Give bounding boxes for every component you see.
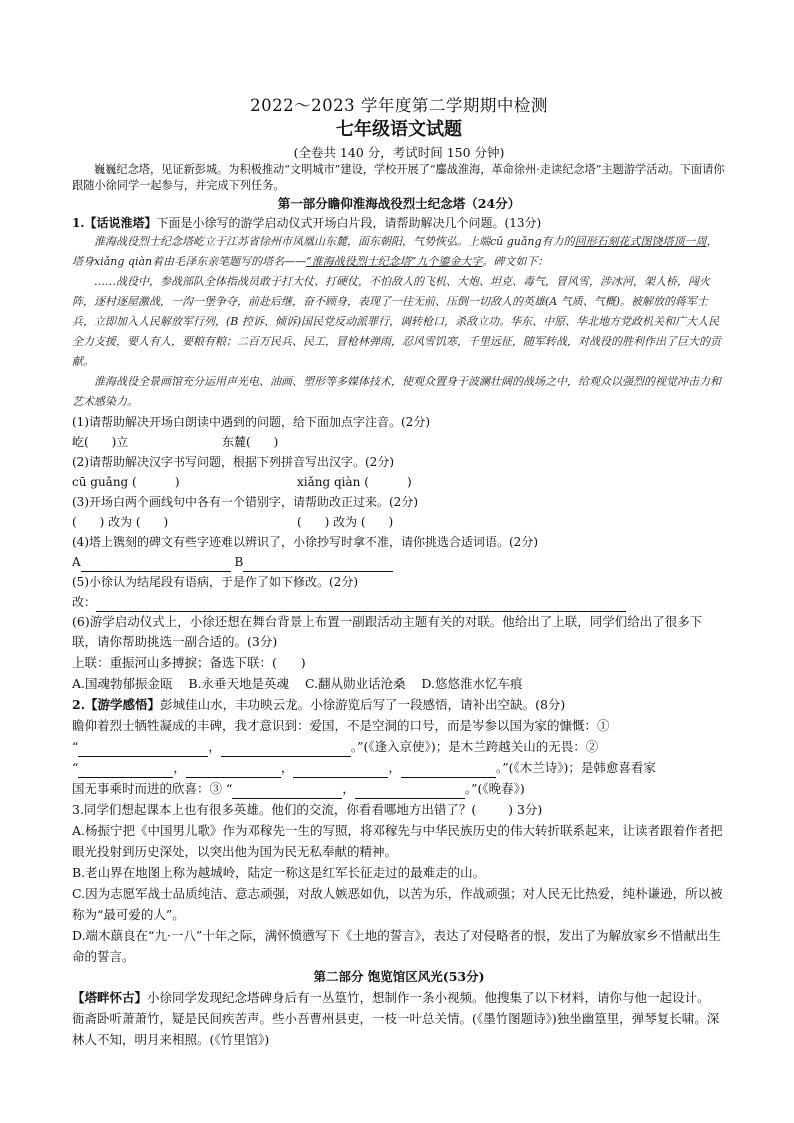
question-2-text: 彭城佳山水，丰功映云龙。小徐游览后写了一段感悟，请补出空缺。(8分) xyxy=(160,697,566,712)
question-1-head: 1.【话说淮塔】 xyxy=(72,216,157,230)
poem-blank-1[interactable] xyxy=(78,742,208,757)
question-1 xyxy=(72,214,726,232)
q3-option-b: B.老山界在地图上称为越城岭，陆定一称这是红军长征走过的最难走的山。 xyxy=(72,865,486,880)
answer-line-a[interactable] xyxy=(81,557,231,572)
answer-blank-1a[interactable]: 屹( )立 xyxy=(72,435,129,449)
question-2 xyxy=(72,694,726,715)
q2-line-4-tail: 。”(《晚春》) xyxy=(464,781,525,796)
q2-line-3 xyxy=(72,757,726,778)
question-2-head: 2.【游学感悟】 xyxy=(72,697,161,712)
q3-option-d: D.端木蕻良在“九·一八”十年之际，满怀愤懑写下《土地的誓言》，表达了对侵略者的恨，发出了为解放家乡不惜献出生命的誓言。 xyxy=(72,928,722,964)
sub-question-2-answers xyxy=(72,472,726,492)
sub-question-3-answers xyxy=(72,512,726,532)
q2-line-4-head: 国无事乘时而进的欣喜：③ “ xyxy=(72,781,233,796)
part1-title: 第一部分瞻仰淮海战役烈士纪念塔（24分） xyxy=(277,196,521,211)
answer-label-a: A xyxy=(72,555,81,569)
q2-line-1: 瞻仰着烈士牺牲凝成的丰碑，我才意识到：爱国，不是空洞的口号，而是岑参以国为家的慷慨：① xyxy=(72,718,610,733)
sub-question-4-answers xyxy=(72,552,726,572)
sub-question-4: (4)塔上镌刻的碑文有些字迹难以辨识了，小徐抄写时拿不准，请你挑选合适词语。(2分) xyxy=(72,535,538,549)
poem-blank-2[interactable] xyxy=(221,742,351,757)
passage-paragraph-1 xyxy=(72,232,726,272)
poem-blank-3[interactable] xyxy=(78,763,173,778)
passage-1-a: 淮海战役烈士纪念塔屹立于江苏省徐州市凤凰山东麓，面东朝阳，气势恢弘。上端cū guǎng有力的 xyxy=(94,235,575,248)
sub-question-2: (2)请帮助解决汉字书写问题，根据下列拼音写出汉字。(2分) xyxy=(72,455,394,469)
couplet-upper: 上联：重振河山多搏捩；备选下联：( ) xyxy=(72,655,306,670)
part2-text: 小徐同学发现纪念塔碑身后有一丛篁竹，想制作一条小视频。他搜集了以下材料，请你与他一起设计。 xyxy=(147,990,710,1005)
quote-open: “ xyxy=(72,760,79,775)
answer-blank-2b[interactable]: xiǎng qiàn ( ) xyxy=(297,475,412,489)
couplet-options: A.国魂勃郁振金瓯 B.永垂天地是英魂 C.翻从勋业话沧桑 D.悠悠淮水忆车痕 xyxy=(72,676,523,691)
answer-blank-1b[interactable]: 东麓( ) xyxy=(222,435,279,449)
intro-paragraph: 巍巍纪念塔，见证新彭城。为积极推动“文明城市”建设，学校开展了“鏖战淮海，革命徐州·走读纪念塔”主题游学活动。下面请你跟随小徐同学一起参与，并完成下列任务。 xyxy=(72,163,725,192)
passage-1-e: 。碑文如下： xyxy=(482,255,549,268)
answer-label-b: B xyxy=(234,555,244,569)
passage-1-c: ，塔身xiǎng qiàn着由毛泽东亲笔题写的塔名—— xyxy=(72,235,718,268)
passage-1-underlined-sentence: 回形石刻花式图饶塔顶一周 xyxy=(574,235,707,248)
sub-question-6: (6)游学启动仪式上，小徐还想在舞台背景上布置一副跟活动主题有关的对联。他给出了上联，同学们给出了很多下联，请你帮助挑选一副合适的。(3分) xyxy=(72,614,703,649)
comma: ， xyxy=(388,760,401,775)
quote-open: “ xyxy=(72,739,79,754)
answer-blank-2a[interactable]: cū guǎng ( ) xyxy=(72,475,180,489)
sub-question-5-answer xyxy=(72,592,726,612)
passage-paragraph-2: ……战役中，参战部队全体指战员敢于打大仗、打硬仗，不怕敌人的飞机、大炮、坦克、毒气，冒风雪，涉冰河，架人桥，闯火阵，逐村逐屋激战，一沟一堡争夺，前赴后继，奋不顾身，表现了一往无前、压倒一切敌人的英雄(A 气质、气概)。被解放的蒋军士兵，立即加入人民解放军行列，(B 控诉、倾诉)国民党反动派罪行，调转枪口，杀敌立功。华东、中原、华北地方党政机关和广大人民全力支援，要人有人，要粮有粮；二百万民兵、民工，冒枪林弹雨，忍风雪饥寒，千里远征，随军转战，对战役的胜利作出了巨大的贡献。 xyxy=(72,275,721,368)
q2-line-4 xyxy=(72,778,726,799)
poem-blank-5[interactable] xyxy=(293,763,388,778)
q3-option-c: C.因为志愿军战士品质纯洁、意志顽强，对敌人嫉恶如仇，以苦为乐，作战顽强；对人民无比热爱，纯朴谦逊，所以被称为“最可爱的人”。 xyxy=(72,886,723,922)
passage-1-underlined-name: “淮海战役烈士纪念塔”九个鎏金大字 xyxy=(306,255,483,268)
part2-intro xyxy=(72,987,726,1008)
sub-question-1: (1)请帮助解决开场白朗读中遇到的问题，给下面加点字注音。(2分) xyxy=(72,415,430,429)
poem-blank-4[interactable] xyxy=(186,763,281,778)
answer-line-revise[interactable] xyxy=(96,597,626,612)
exam-page xyxy=(72,96,726,1050)
passage-paragraph-3: 淮海战役全景画馆充分运用声光电、油画、塑形等多媒体技术，使观众置身于波澜壮阔的战场之中，给观众以强烈的视觉冲击力和艺术感染力。 xyxy=(72,375,721,408)
exam-title-year: 2022～2023 学年度第二学期期中检测 xyxy=(250,96,548,115)
question-3: 3.同学们想起课本上也有很多英雄。他们的交流，你看看哪地方出错了？( ) 3分) xyxy=(72,802,543,817)
sub-question-3: (3)开场白两个画线句中各有一个错别字，请帮助改正过来。(2分) xyxy=(72,495,418,509)
q3-option-a: A.杨振宁把《中国男儿歌》作为邓稼先一生的写照，将邓稼先与中华民族历史的伟大转折联系起来，让读者跟着作者把眼光投射到历史深处，以突出他为国为民无私奉献的精神。 xyxy=(72,823,723,859)
exam-title-subject: 七年级语文试题 xyxy=(336,119,462,140)
answer-blank-3a[interactable]: ( ) 改为 ( ) xyxy=(72,515,169,529)
q2-line-3-tail: 。”(《木兰诗》)；是韩愈喜看家 xyxy=(495,760,656,775)
q2-line-2 xyxy=(72,736,726,757)
poem-blank-8[interactable] xyxy=(355,784,465,799)
part2-head: 【塔畔怀古】 xyxy=(72,990,148,1005)
question-1-text: 下面是小徐写的游学启动仪式开场白片段，请帮助解决几个问题。(13分) xyxy=(156,216,542,230)
part2-poems: 衙斋卧听萧萧竹，疑是民间疾苦声。些小吾曹州县吏，一枝一叶总关情。(《墨竹图题诗》)独坐幽篁里，弹琴复长啸。深林人不知，明月来相照。(《竹里馆》) xyxy=(72,1011,720,1047)
answer-blank-3b[interactable]: ( ) 改为 ( ) xyxy=(297,515,394,529)
sub-question-1-answers xyxy=(72,432,726,452)
answer-line-b[interactable] xyxy=(243,557,393,572)
q2-line-2-tail: 。”(《逢入京使》)；是木兰跨越关山的无畏：② xyxy=(350,739,599,754)
part2-title: 第二部分 饱览馆区风光(53分) xyxy=(313,969,485,984)
comma: ， xyxy=(280,760,294,775)
poem-blank-6[interactable] xyxy=(401,763,496,778)
exam-title-info: (全卷共 140 分，考试时间 150 分钟) xyxy=(293,145,505,160)
comma: ， xyxy=(342,781,355,796)
answer-label-revise: 改： xyxy=(72,595,97,609)
sub-question-5: (5)小徐认为结尾段有语病，于是作了如下修改。(2分) xyxy=(72,575,358,589)
comma: ， xyxy=(173,760,186,775)
comma: ， xyxy=(208,739,221,754)
poem-blank-7[interactable] xyxy=(232,784,342,799)
